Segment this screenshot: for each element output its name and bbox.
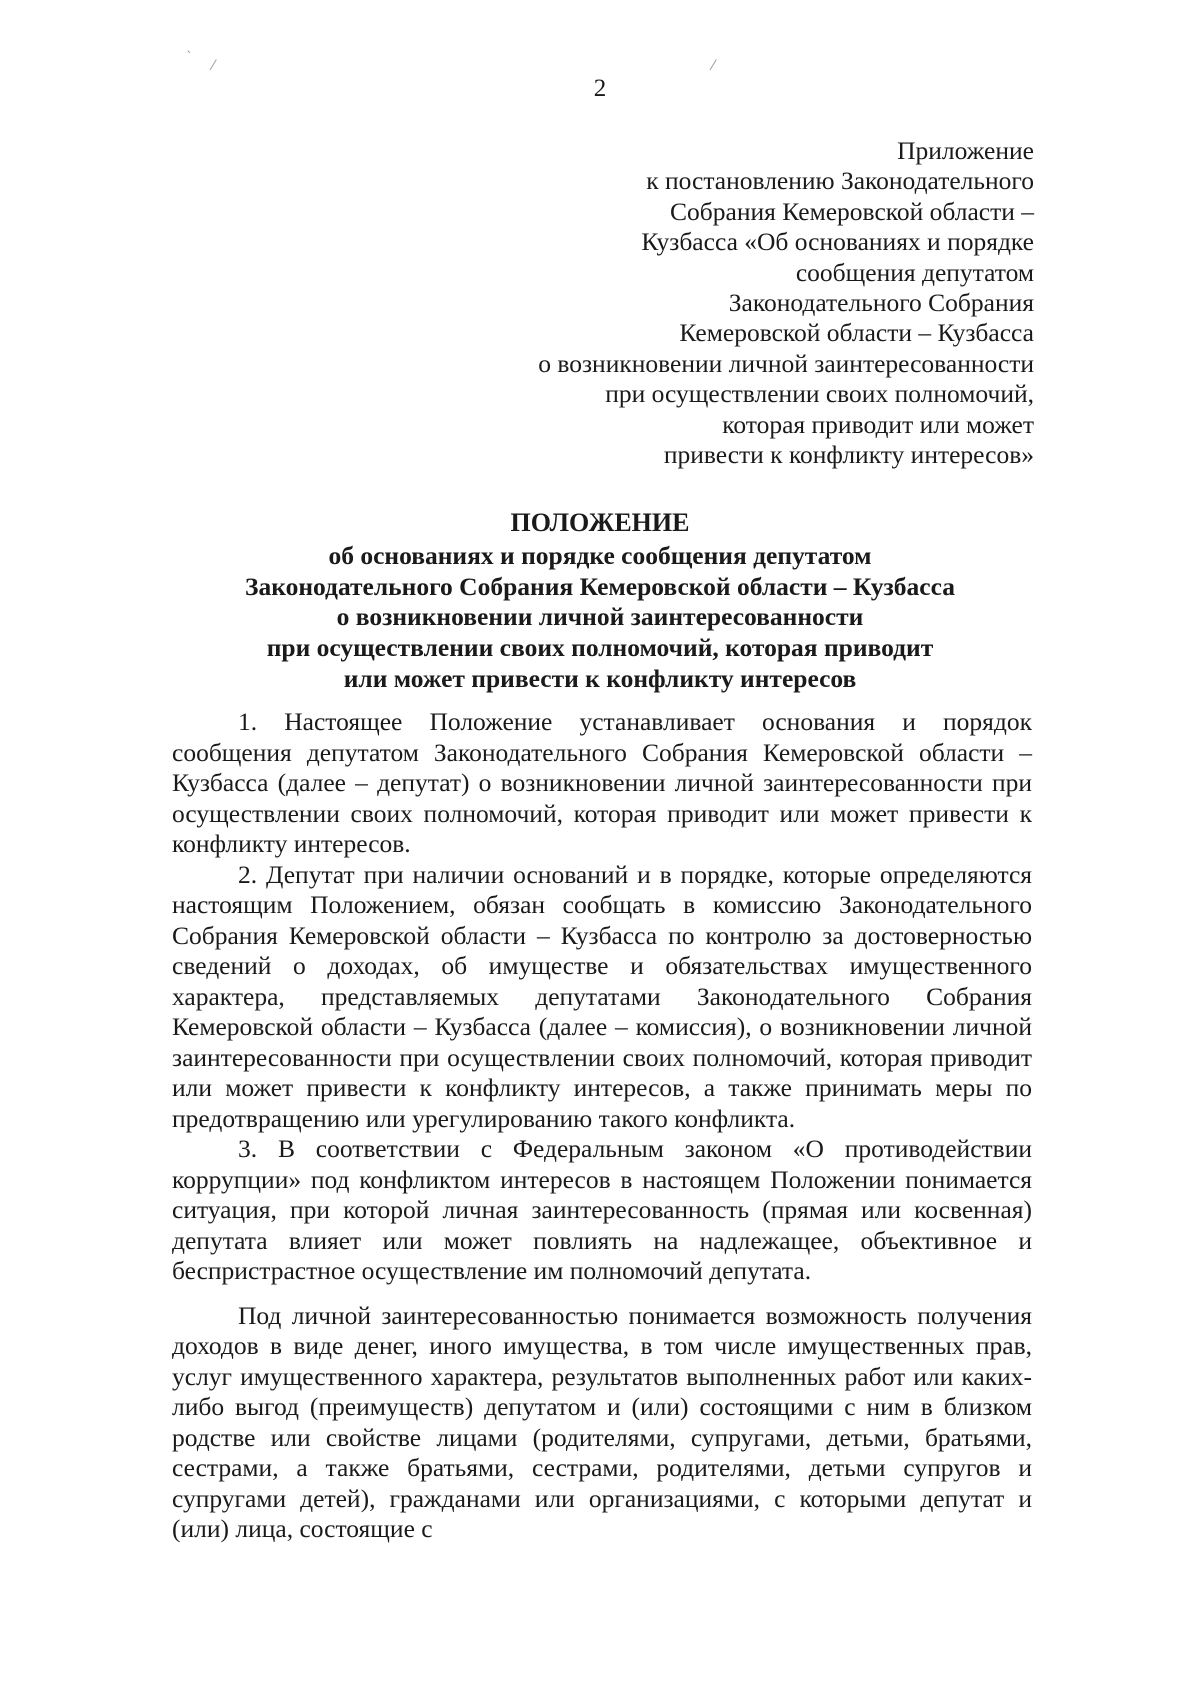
paragraph-4: Под личной заинтересованностью понимается возможность получения доходов в виде денег, иного имущества, в том числе имущественных прав, услуг имущественного характера, результатов выполненных работ или каких-либо выгод (преимуществ) депутатом и (или) состоящими с ним в близком родстве или свойстве лицами (родителями, супругами, детьми, братьями, сестрами, а также братьями, сестрами, родителями, детьми супругов и супругами детей), гражданами или организациями, с которыми депутат и (или) лица, состоящие с bbox=[172, 1300, 1032, 1543]
document-title: ПОЛОЖЕНИЕ bbox=[510, 508, 690, 537]
appendix-line: при осуществлении своих полномочий, bbox=[605, 379, 1034, 409]
scan-artifact: ˋ bbox=[186, 50, 193, 66]
appendix-line: Кузбасса «Об основаниях и порядке bbox=[641, 227, 1034, 257]
appendix-line: к постановлению Законодательного bbox=[646, 166, 1034, 196]
document-subtitle-line: Законодательного Собрания Кемеровской области – Кузбасса bbox=[245, 571, 955, 601]
appendix-line: Кемеровской области – Кузбасса bbox=[679, 318, 1034, 348]
appendix-line: Законодательного Собрания bbox=[728, 288, 1034, 318]
document-body bbox=[172, 707, 1032, 1545]
appendix-line: привести к конфликту интересов» bbox=[663, 440, 1034, 470]
document-subtitle-line: о возникновении личной заинтересованности bbox=[336, 602, 864, 632]
appendix-line: сообщения депутатом bbox=[795, 257, 1034, 287]
paragraph-2: 2. Депутат при наличии оснований и в порядке, которые определяются настоящим Положением, обязан сообщать в комиссию Законодательного Собрания Кемеровской области – Кузбасса по контролю за достоверностью сведений о доходах, об имуществе и обязательствах имущественного характера, представляемых депутатами Законодательного Собрания Кемеровской области – Кузбасса (далее – комиссия), о возникновении личной заинтересованности при осуществлении своих полномочий, которая приводит или может привести к конфликту интересов, а также принимать меры по предотвращению или урегулированию такого конфликта. bbox=[172, 859, 1032, 1133]
scan-artifact: ⁄ bbox=[212, 58, 215, 74]
appendix-header bbox=[474, 136, 1034, 470]
appendix-line: Собрания Кемеровской области – bbox=[670, 196, 1034, 226]
appendix-line: Приложение bbox=[897, 136, 1034, 165]
scan-artifact: ⁄ bbox=[712, 58, 715, 74]
page-number: 2 bbox=[593, 75, 607, 102]
document-subtitle-line: об основаниях и порядке сообщения депутатом bbox=[328, 540, 872, 570]
appendix-line: которая приводит или может bbox=[722, 409, 1034, 439]
document-subtitle-line: или может привести к конфликту интересов bbox=[343, 663, 857, 693]
document-title-block bbox=[100, 508, 1100, 695]
appendix-line: о возникновении личной заинтересованности bbox=[538, 348, 1034, 378]
document-subtitle-line: при осуществлении своих полномочий, которая приводит bbox=[266, 633, 934, 663]
paragraph-3: 3. В соответствии с Федеральным законом «О противодействии коррупции» под конфликтом интересов в настоящем Положении понимается ситуация, при которой личная заинтересованность (прямая или косвенная) депутата влияет или может повлиять на надлежащее, объективное и беспристрастное осуществление им полномочий депутата. bbox=[172, 1134, 1032, 1285]
paragraph-1: 1. Настоящее Положение устанавливает основания и порядок сообщения депутатом Законодательного Собрания Кемеровской области – Кузбасса (далее – депутат) о возникновении личной заинтересованности при осуществлении своих полномочий, которая приводит или может привести к конфликту интересов. bbox=[172, 707, 1032, 858]
